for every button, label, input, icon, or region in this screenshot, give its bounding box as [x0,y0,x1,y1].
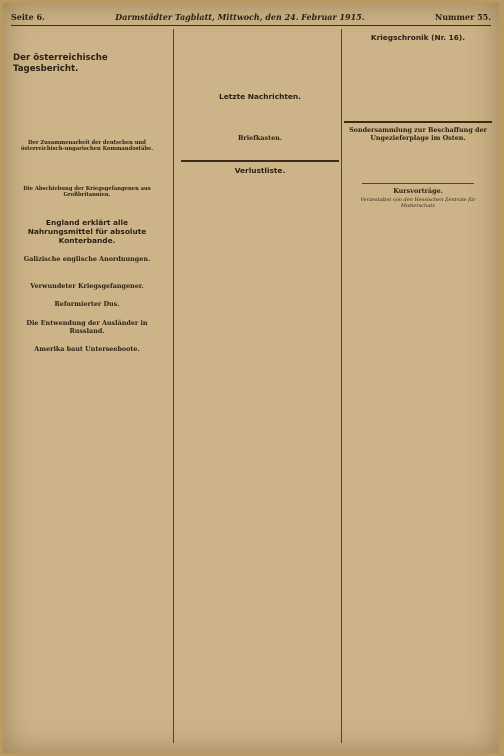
body-text [344,167,492,173]
issue-number: Nummer 55. [434,12,491,22]
article-heading: Galizische englische Anordnungen. [23,255,151,264]
body-text [181,144,339,150]
body-text [13,162,161,168]
article-heading: Kursvorträge. [393,186,443,195]
body-text [13,177,161,183]
body-text [181,185,339,191]
masthead-line: Darmstädter Tagblatt, Mittwoch, den 24. Februar 1915. [115,12,365,22]
body-text [13,123,161,129]
body-text [13,44,161,50]
body-text [13,337,161,343]
article-heading: Der Zusammenarbeit der deutschen und österreichisch-ungarischen Kommandostäbe. [20,139,154,152]
body-text [13,93,161,99]
body-text [13,201,161,207]
article-heading: Verlustliste. [234,166,286,176]
body-text [181,223,339,229]
body-text [181,152,339,158]
column-right [344,29,492,743]
article-heading: Verwundeter Kriegsgefangener. [30,281,144,290]
body-text [344,90,492,96]
body-text [181,193,339,199]
article-heading: Die Abschiebung der Kriegsgefangenen aus Großbritannien. [23,185,151,199]
section-rule [181,160,339,162]
body-text [181,103,339,109]
article-heading: Die Entwendung der Ausländer in Russland. [26,318,148,335]
body-text [181,44,339,50]
body-text [181,82,339,88]
body-text [13,265,161,271]
newspaper-page [3,3,499,753]
column-divider [173,29,174,743]
body-text [181,177,339,183]
body-text [13,310,161,316]
body-text [344,241,492,247]
body-text [13,37,161,43]
page-number: Seite 6. [11,12,45,22]
body-text [344,82,492,88]
section-rule [344,121,492,123]
article-heading: Reformierter Dus. [54,300,120,309]
body-text [13,101,161,107]
body-text [344,226,492,232]
body-text [181,75,339,81]
article-subheading: Veranstaltet von den Hessischen Zentrale für Mutterschutz [360,196,476,209]
body-text [344,234,492,240]
body-text [181,110,339,116]
article-heading: England erklärt alle Nahrungsmittel für absolute Konterbande. [27,217,147,245]
body-text [181,208,339,214]
body-text [13,154,161,160]
column-middle [181,29,339,743]
body-text [344,144,492,150]
body-text [181,200,339,206]
article-heading: Briefkasten. [237,134,283,143]
body-text [344,105,492,111]
body-text [344,97,492,103]
body-text [344,219,492,225]
body-text [13,355,161,361]
page-header [11,9,491,26]
body-text [181,215,339,221]
body-text [13,29,161,35]
section-divider [362,183,474,184]
column-divider [341,29,342,743]
body-text [13,247,161,253]
body-text [181,52,339,58]
body-text [344,67,492,73]
body-text [344,112,492,118]
body-text [13,273,161,279]
article-heading: Amerika baut Unterseeboote. [34,345,140,354]
body-text [13,170,161,176]
body-text [13,292,161,298]
body-text [13,116,161,122]
body-text [13,85,161,91]
body-text [13,131,161,137]
body-text [13,78,161,84]
body-text [344,74,492,80]
body-text [181,67,339,73]
body-text [344,159,492,165]
body-text [181,37,339,43]
body-text [13,108,161,114]
body-text [13,208,161,214]
article-heading: Letzte Nachrichten. [219,91,301,101]
body-text [181,59,339,65]
body-text [181,126,339,132]
body-text [181,29,339,35]
body-text [344,44,492,50]
body-text [344,211,492,217]
body-text [181,118,339,124]
article-heading: Sondersammlung zur Beschaffung der Ungezieferplage im Osten. [349,125,487,142]
body-text [344,174,492,180]
body-text [344,152,492,158]
body-text [344,59,492,65]
body-text [344,52,492,58]
column-left [13,29,161,743]
article-heading: Der österreichische Tagesbericht. [13,52,108,74]
article-heading: Kriegschronik (Nr. 16). [370,33,466,42]
